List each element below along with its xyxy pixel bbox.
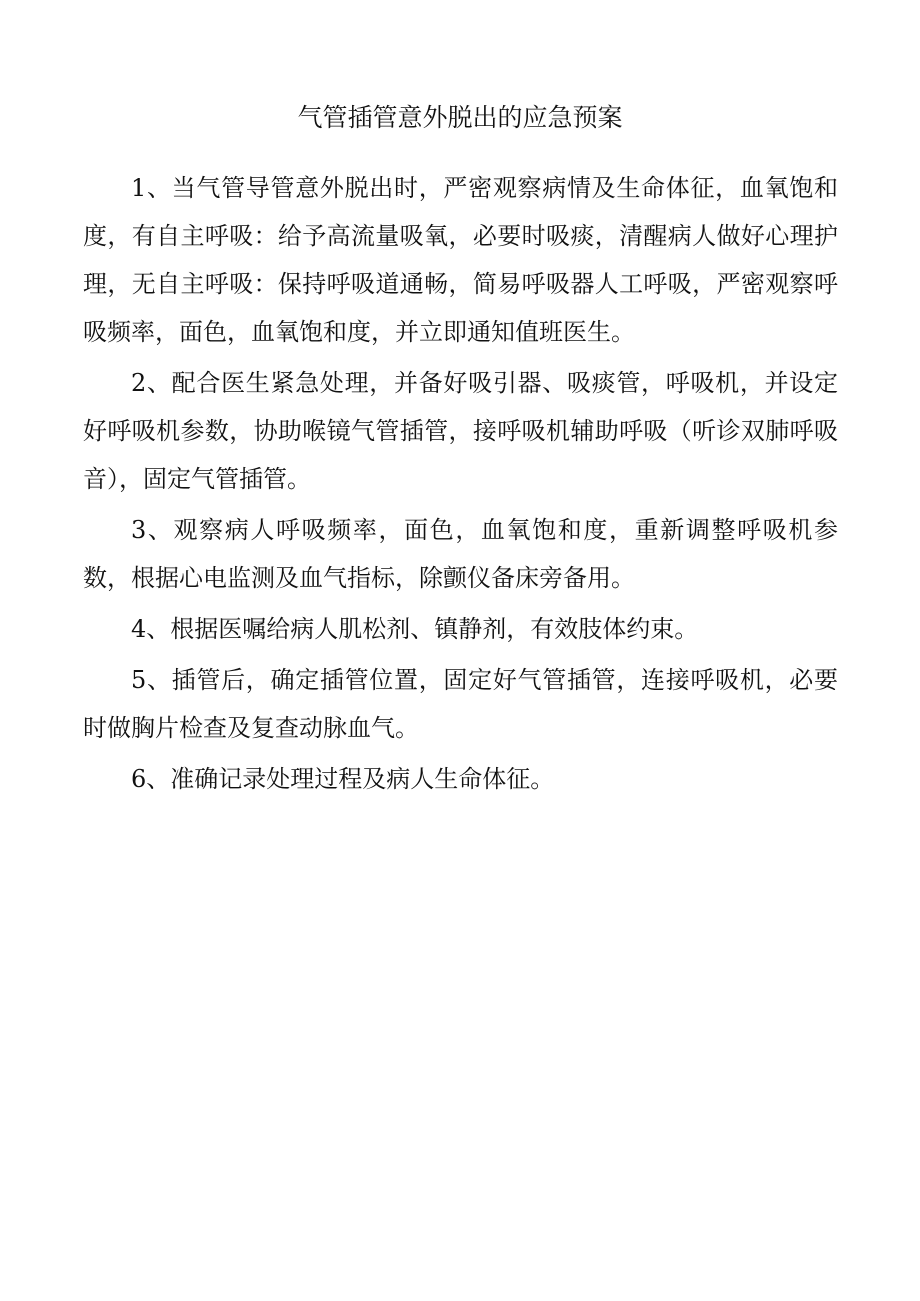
document-title: 气管插管意外脱出的应急预案 [297, 103, 623, 132]
paragraph-4: 4、根据医嘱给病人肌松剂、镇静剂，有效肢体约束。 [131, 615, 699, 643]
document-body [83, 164, 838, 806]
paragraph-1: 1、当气管导管意外脱出时，严密观察病情及生命体征，血氧饱和度，有自主呼吸：给予高流量吸氧，必要时吸痰，清醒病人做好心理护理，无自主呼吸：保持呼吸道通畅，简易呼吸器人工呼吸，严密观察呼吸频率，面色，血氧饱和度，并立即通知值班医生。 [83, 174, 838, 346]
paragraph-5: 5、插管后，确定插管位置，固定好气管插管，连接呼吸机，必要时做胸片检查及复查动脉血气。 [83, 666, 838, 742]
paragraph-6: 6、准确记录处理过程及病人生命体征。 [131, 765, 555, 793]
paragraph-2: 2、配合医生紧急处理，并备好吸引器、吸痰管，呼吸机，并设定好呼吸机参数，协助喉镜气管插管，接呼吸机辅助呼吸（听诊双肺呼吸音），固定气管插管。 [83, 369, 838, 493]
paragraph-3: 3、观察病人呼吸频率，面色，血氧饱和度，重新调整呼吸机参数，根据心电监测及血气指标，除颤仪备床旁备用。 [83, 516, 838, 592]
